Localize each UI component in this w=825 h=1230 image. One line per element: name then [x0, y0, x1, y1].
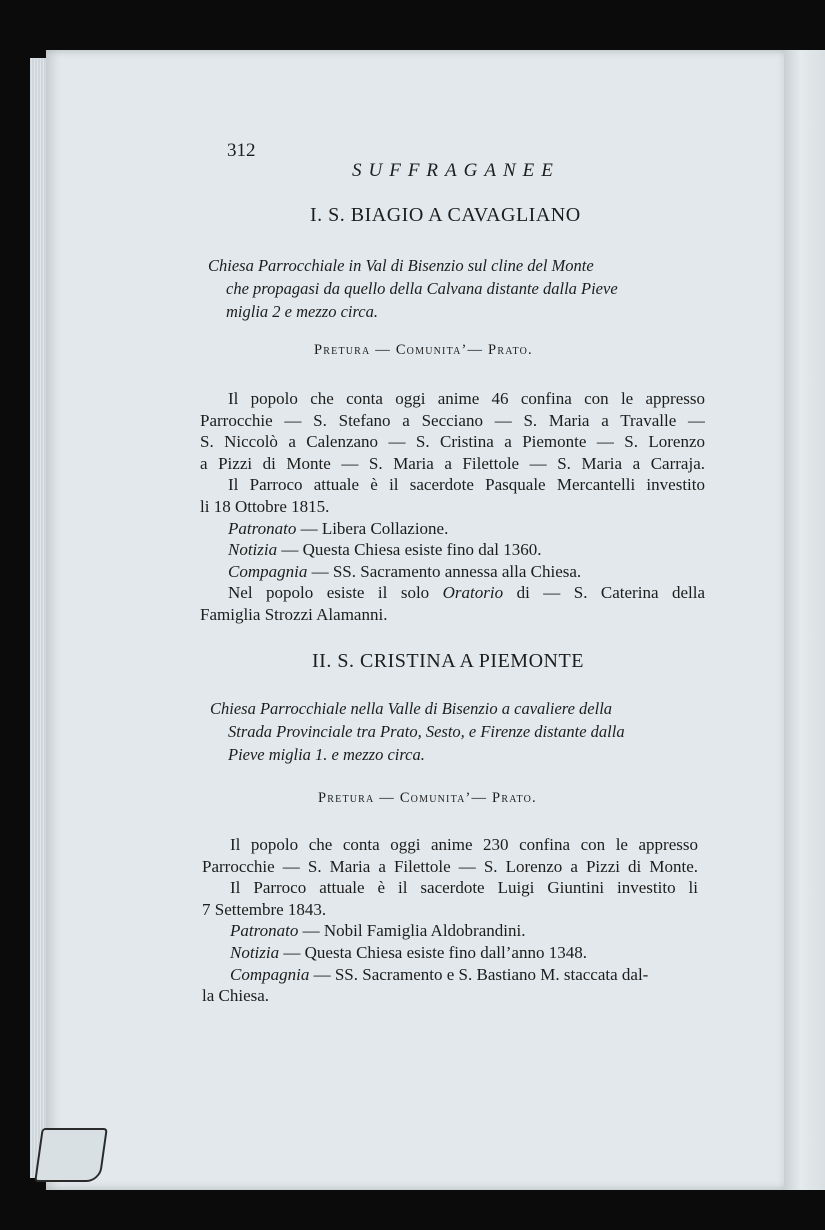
body-line: Famiglia Strozzi Alamanni.	[200, 604, 388, 624]
section-2-description	[210, 697, 625, 766]
note-text: — Nobil Famiglia Aldobrandini.	[298, 921, 526, 941]
section-1-jurisdiction: Pretura — Comunita’— Prato.	[314, 342, 533, 358]
section-1-description	[208, 254, 618, 323]
body-line: Parrocchie — S. Stefano a Secciano — S. Maria a Travalle —	[200, 410, 705, 430]
note-patronato	[202, 920, 698, 942]
body-line: 7 Settembre 1843.	[202, 899, 327, 919]
note-patronato	[200, 518, 705, 540]
note-label: Patronato	[230, 921, 299, 941]
body-line: li 18 Ottobre 1815.	[200, 496, 330, 516]
body-line: la Chiesa.	[202, 986, 270, 1006]
note-label: Compagnia	[228, 561, 308, 581]
section-2-jurisdiction: Pretura — Comunita’— Prato.	[318, 790, 537, 806]
note-notizia	[202, 942, 698, 964]
body-line: Il Parroco attuale è il sacerdote Pasquale Mercantelli investito	[228, 475, 705, 495]
body-line: Il popolo che conta oggi anime 46 confina con le appresso	[228, 389, 705, 408]
note-label: Notizia	[230, 942, 280, 962]
oratorio-label: Oratorio	[442, 583, 504, 603]
oratorio-line	[200, 582, 705, 604]
body-line: Il Parroco attuale è il sacerdote Luigi Giuntini investito li	[230, 878, 698, 898]
note-text: — SS. Sacramento annessa alla Chiesa.	[307, 561, 582, 581]
body-line: Il popolo che conta oggi anime 230 confina con le appresso	[230, 835, 698, 854]
facing-page-edge	[784, 50, 825, 1190]
note-compagnia	[202, 964, 698, 986]
body-line: Parrocchie — S. Maria a Filettole — S. Lorenzo a Pizzi di Monte.	[202, 856, 698, 876]
page-number: 312	[227, 140, 256, 161]
section-1-body	[200, 388, 705, 626]
section-title-1: I. S. BIAGIO A CAVAGLIANO	[310, 204, 581, 226]
description-line: Strada Provinciale tra Prato, Sesto, e Firenze distante dalla	[228, 722, 625, 741]
body-line: S. Niccolò a Calenzano — S. Cristina a Piemonte — S. Lorenzo	[200, 432, 705, 452]
note-label: Patronato	[228, 518, 297, 538]
folded-corner	[34, 1128, 108, 1182]
section-2-body	[202, 834, 698, 1007]
note-text: — Questa Chiesa esiste fino dal 1360.	[277, 540, 542, 560]
section-title-2: II. S. CRISTINA A PIEMONTE	[312, 650, 584, 672]
note-compagnia	[200, 561, 705, 583]
description-line: Chiesa Parrocchiale in Val di Bisenzio sul cline del Monte	[208, 256, 594, 275]
running-head: SUFFRAGANEE	[352, 160, 560, 181]
note-text: — Questa Chiesa esiste fino dall’anno 1348.	[279, 942, 587, 962]
description-line: che propagasi da quello della Calvana distante dalla Pieve	[226, 279, 618, 298]
description-line: Chiesa Parrocchiale nella Valle di Bisenzio a cavaliere della	[210, 699, 613, 718]
note-label: Notizia	[228, 540, 278, 560]
description-line: Pieve miglia 1. e mezzo circa.	[228, 745, 425, 764]
note-text: — SS. Sacramento e S. Bastiano M. staccata dal-	[309, 964, 649, 984]
description-line: miglia 2 e mezzo circa.	[226, 302, 378, 321]
note-notizia	[200, 539, 705, 561]
body-line: a Pizzi di Monte — S. Maria a Filettole — S. Maria a Carraja.	[200, 453, 705, 473]
oratorio-before: Nel popolo esiste il solo	[228, 583, 443, 603]
note-label: Compagnia	[230, 964, 310, 984]
note-text: — Libera Collazione.	[296, 518, 449, 538]
oratorio-after: di — S. Caterina della	[503, 583, 705, 603]
